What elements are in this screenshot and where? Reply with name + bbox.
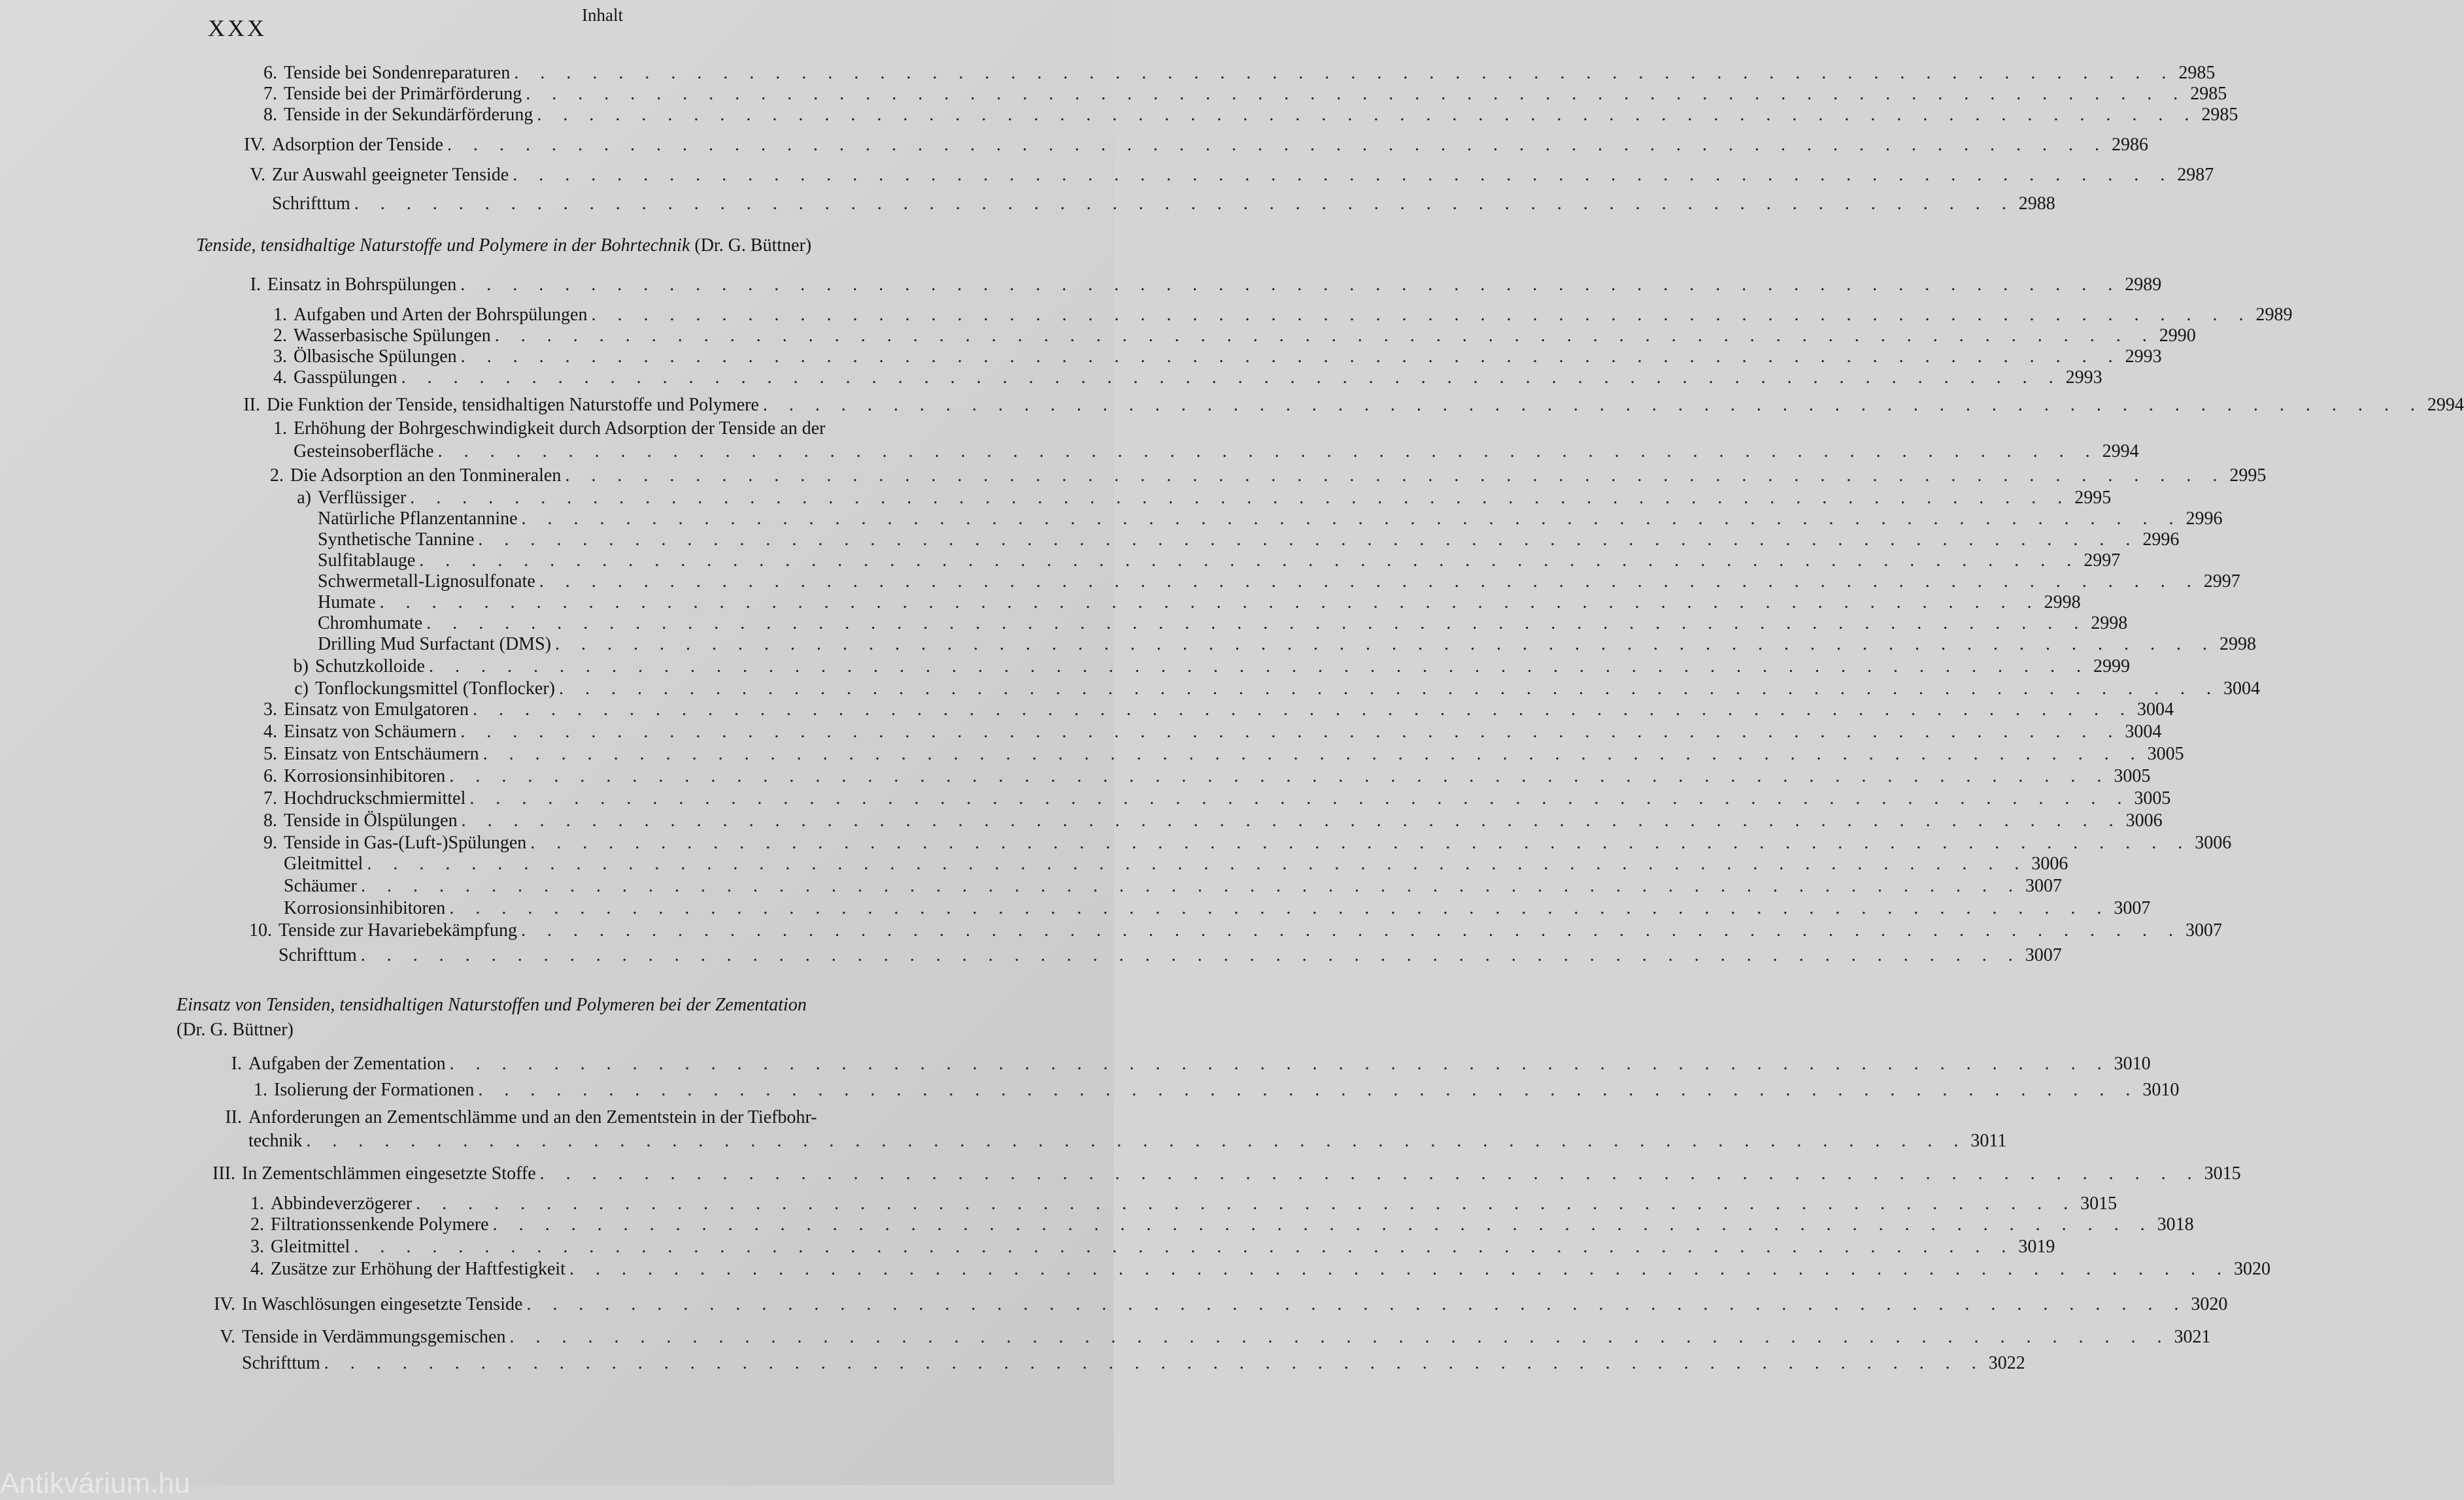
- dot-leader: . . . . . . . . . . . . . . . . . . . . . . . . . . . . . . . . . . . . . . . . . . . . . . . . . . . . . . . . . . . . . . . .: [460, 346, 2121, 367]
- toc-entry[interactable]: [282, 550, 2121, 571]
- entry-page-number: 3019: [2018, 1237, 2055, 1257]
- dot-leader: . . . . . . . . . . . . . . . . . . . . . . . . . . . . . . . . . . . . . . . . . . . . . . . . . . . . . . . . . . . . . . . .: [354, 193, 2015, 214]
- entry-page-number: 3015: [2204, 1163, 2241, 1184]
- entry-page-number: 2989: [2255, 305, 2293, 325]
- entry-page-number: 2997: [2203, 571, 2240, 592]
- section-author-line: [177, 1020, 294, 1041]
- toc-entry[interactable]: [248, 854, 2068, 875]
- entry-page-number: 3022: [1988, 1353, 2025, 1373]
- toc-entry[interactable]: [248, 105, 2238, 125]
- entry-label: II.: [225, 1107, 242, 1127]
- entry-title: In Zementschlämmen eingesetzte Stoffe: [242, 1163, 536, 1184]
- toc-entry[interactable]: [258, 367, 2102, 388]
- watermark: Antikvárium.hu: [0, 1467, 191, 1499]
- entry-page-number: 3007: [2114, 898, 2151, 918]
- entry-title: Zusätze zur Erhöhung der Haftfestigkeit: [271, 1259, 565, 1279]
- toc-entry[interactable]: [282, 508, 2223, 529]
- dot-leader: . . . . . . . . . . . . . . . . . . . . . . . . . . . . . . . . . . . . . . . . . . . . . . . . . . . . . . . . . . . . . . . .: [514, 63, 2175, 83]
- toc-entry[interactable]: [243, 945, 2062, 966]
- entry-label: b): [293, 656, 309, 676]
- dot-leader: . . . . . . . . . . . . . . . . . . . . . . . . . . . . . . . . . . . . . . . . . . . . . . . . . . . . . . . . . . . . . . . .: [360, 945, 2021, 965]
- entry-label: 9.: [263, 833, 277, 853]
- entry-page-number: 2994: [2427, 395, 2464, 415]
- dot-leader: . . . . . . . . . . . . . . . . . . . . . . . . . . . . . . . . . . . . . . . . . . . . . . . . . . . . . . . . . . . . . . . .: [428, 656, 2089, 676]
- entry-title: In Waschlösungen eingesetzte Tenside: [242, 1294, 523, 1314]
- dot-leader: . . . . . . . . . . . . . . . . . . . . . . . . . . . . . . . . . . . . . . . . . . . . . . . . . . . . . . . . . . . . . . . .: [449, 898, 2110, 918]
- entry-page-number: 3005: [2134, 788, 2171, 808]
- entry-page-number: 2985: [2190, 84, 2227, 104]
- entry-page-number: 2993: [2125, 346, 2162, 367]
- entry-page-number: 3005: [2147, 744, 2184, 764]
- dot-leader: . . . . . . . . . . . . . . . . . . . . . . . . . . . . . . . . . . . . . . . . . . . . . . . . . . . . . . . . . . . . . . . .: [426, 613, 2087, 633]
- dot-leader: . . . . . . . . . . . . . . . . . . . . . . . . . . . . . . . . . . . . . . . . . . . . . . . . . . . . . . . . . . . . . . . .: [461, 810, 2122, 831]
- entry-label: I.: [250, 275, 261, 295]
- entry-label: 4.: [250, 1259, 264, 1279]
- entry-page-number: 3006: [2031, 854, 2068, 874]
- toc-entry[interactable]: [248, 898, 2151, 919]
- entry-label: a): [297, 488, 311, 508]
- toc-entry[interactable]: [203, 1163, 2241, 1184]
- entry-title: Die Funktion der Tenside, tensidhaltigen Naturstoffe und Polymere: [267, 395, 759, 415]
- entry-title: Aufgaben der Zementation: [248, 1054, 446, 1074]
- dot-leader: . . . . . . . . . . . . . . . . . . . . . . . . . . . . . . . . . . . . . . . . . . . . . . . . . . . . . . . . . . . . . . . .: [482, 744, 2144, 764]
- toc-entry[interactable]: [248, 63, 2216, 84]
- dot-leader: . . . . . . . . . . . . . . . . . . . . . . . . . . . . . . . . . . . . . . . . . . . . . . . . . . . . . . . . . . . . . . . .: [558, 678, 2219, 699]
- entry-title: Tenside zur Havariebekämpfung: [278, 920, 517, 941]
- toc-entry[interactable]: [248, 833, 2232, 854]
- entry-title: Aufgaben und Arten der Bohrspülungen: [294, 305, 588, 325]
- toc-entry[interactable]: [209, 1353, 2025, 1374]
- entry-page-number: 2986: [2111, 135, 2148, 155]
- entry-title: Schutzkolloide: [315, 656, 425, 676]
- toc-entry[interactable]: [232, 275, 2162, 295]
- entry-page-number: 2988: [2018, 193, 2055, 214]
- entry-page-number: 3018: [2157, 1214, 2194, 1235]
- dot-leader: . . . . . . . . . . . . . . . . . . . . . . . . . . . . . . . . . . . . . . . . . . . . . . . . . . . . . . . . . . . . . . . .: [513, 165, 2174, 185]
- entry-title: technik: [248, 1131, 303, 1151]
- toc-entry[interactable]: [229, 135, 2148, 156]
- entry-label: 2.: [250, 1214, 264, 1235]
- toc-entry[interactable]: [280, 678, 2260, 699]
- entry-label: 7.: [263, 84, 277, 104]
- entry-title: Drilling Mud Surfactant (DMS): [318, 634, 551, 654]
- entry-label: 6.: [263, 63, 277, 83]
- entry-title: Tenside bei Sondenreparaturen: [284, 63, 511, 83]
- toc-entry[interactable]: [258, 441, 2139, 462]
- entry-label: 3.: [273, 346, 287, 367]
- entry-title: Gesteinsoberfläche: [294, 441, 434, 461]
- toc-entry[interactable]: [235, 1193, 2118, 1214]
- entry-page-number: 3011: [1970, 1131, 2007, 1151]
- dot-leader: . . . . . . . . . . . . . . . . . . . . . . . . . . . . . . . . . . . . . . . . . . . . . . . . . . . . . . . . . . . . . . . .: [554, 634, 2216, 654]
- entry-title: Tenside in Ölspülungen: [284, 810, 458, 831]
- entry-label: III.: [212, 1163, 235, 1184]
- toc-entry[interactable]: [282, 613, 2128, 634]
- entry-page-number: 3015: [2080, 1193, 2118, 1214]
- toc-entry[interactable]: [248, 788, 2171, 809]
- toc-entry[interactable]: [282, 592, 2081, 613]
- entry-title: Gleitmittel: [271, 1237, 350, 1257]
- entry-label: 5.: [263, 744, 277, 764]
- entry-label: 1.: [250, 1193, 264, 1214]
- toc-entry[interactable]: [248, 810, 2163, 831]
- dot-leader: . . . . . . . . . . . . . . . . . . . . . . . . . . . . . . . . . . . . . . . . . . . . . . . . . . . . . . . . . . . . . . . .: [530, 833, 2191, 853]
- dot-leader: . . . . . . . . . . . . . . . . . . . . . . . . . . . . . . . . . . . . . . . . . . . . . . . . . . . . . . . . . . . . . . . .: [367, 854, 2028, 874]
- toc-entry[interactable]: [203, 1327, 2211, 1348]
- entry-title: Isolierung der Formationen: [274, 1080, 475, 1100]
- entry-title: Zur Auswahl geeigneter Tenside: [272, 165, 509, 185]
- running-head: Inhalt: [582, 5, 623, 25]
- dot-leader: . . . . . . . . . . . . . . . . . . . . . . . . . . . . . . . . . . . . . . . . . . . . . . . . . . . . . . . . . . . . . . . .: [379, 592, 2040, 612]
- section-heading: [196, 235, 811, 256]
- dot-leader: . . . . . . . . . . . . . . . . . . . . . . . . . . . . . . . . . . . . . . . . . . . . . . . . . . . . . . . . . . . . . . . .: [460, 275, 2121, 295]
- entry-page-number: 3021: [2174, 1327, 2211, 1347]
- section-author: (Dr. G. Büttner): [177, 1020, 294, 1040]
- dot-leader: . . . . . . . . . . . . . . . . . . . . . . . . . . . . . . . . . . . . . . . . . . . . . . . . . . . . . . . . . . . . . . . .: [521, 508, 2182, 529]
- entry-label: IV.: [214, 1294, 235, 1314]
- entry-title: Einsatz in Bohrspülungen: [267, 275, 457, 295]
- toc-entry[interactable]: [235, 1259, 2270, 1280]
- dot-leader: . . . . . . . . . . . . . . . . . . . . . . . . . . . . . . . . . . . . . . . . . . . . . . . . . . . . . . . . . . . . . . . .: [526, 84, 2187, 104]
- toc-entry[interactable]: [229, 165, 2214, 186]
- toc-entry[interactable]: [282, 529, 2180, 550]
- dot-leader: . . . . . . . . . . . . . . . . . . . . . . . . . . . . . . . . . . . . . . . . . . . . . . . . . . . . . . . . . . . . . . . .: [565, 465, 2226, 486]
- entry-page-number: 2996: [2186, 508, 2223, 529]
- toc-entry[interactable]: [239, 1080, 2180, 1101]
- dot-leader: . . . . . . . . . . . . . . . . . . . . . . . . . . . . . . . . . . . . . . . . . . . . . . . . . . . . . . . . . . . . . . . .: [447, 135, 2108, 155]
- entry-title: Tenside in Verdämmungsgemischen: [242, 1327, 506, 1347]
- entry-title: Tenside in der Sekundärförderung: [284, 105, 533, 125]
- entry-title: Tenside bei der Primärförderung: [284, 84, 522, 104]
- entry-title: Humate: [318, 592, 376, 612]
- page-number-roman: XXX: [208, 15, 267, 41]
- entry-label: IV.: [244, 135, 265, 155]
- dot-leader: . . . . . . . . . . . . . . . . . . . . . . . . . . . . . . . . . . . . . . . . . . . . . . . . . . . . . . . . . . . . . . . .: [354, 1237, 2015, 1257]
- entry-title: Einsatz von Emulgatoren: [284, 699, 469, 720]
- toc-entry[interactable]: [248, 876, 2062, 897]
- entry-page-number: 3010: [2114, 1054, 2151, 1074]
- entry-title: Korrosionsinhibitoren: [284, 898, 446, 918]
- toc-entry[interactable]: [258, 325, 2196, 346]
- entry-label: 2.: [273, 325, 287, 346]
- toc-entry[interactable]: [213, 1131, 2007, 1152]
- toc-entry[interactable]: [203, 1294, 2228, 1315]
- entry-page-number: 2998: [2091, 613, 2128, 633]
- dot-leader: . . . . . . . . . . . . . . . . . . . . . . . . . . . . . . . . . . . . . . . . . . . . . . . . . . . . . . . . . . . . . . . .: [469, 788, 2131, 808]
- dot-leader: . . . . . . . . . . . . . . . . . . . . . . . . . . . . . . . . . . . . . . . . . . . . . . . . . . . . . . . . . . . . . . . .: [449, 1054, 2110, 1074]
- entry-label: 10.: [249, 920, 272, 941]
- entry-page-number: 3007: [2025, 876, 2062, 896]
- entry-title: Adsorption der Tenside: [272, 135, 443, 155]
- entry-title: Ölbasische Spülungen: [294, 346, 457, 367]
- entry-page-number: 3006: [2195, 833, 2232, 853]
- toc-entry[interactable]: [258, 346, 2162, 367]
- entry-title: Korrosionsinhibitoren: [284, 766, 446, 786]
- entry-label: 8.: [263, 105, 277, 125]
- entry-page-number: 2985: [2178, 63, 2216, 83]
- entry-label: 1.: [273, 418, 287, 439]
- entry-page-number: 2993: [2065, 367, 2102, 388]
- entry-page-number: 2985: [2201, 105, 2238, 125]
- entry-page-number: 3005: [2114, 766, 2151, 786]
- entry-page-number: 2990: [2159, 325, 2196, 346]
- dot-leader: . . . . . . . . . . . . . . . . . . . . . . . . . . . . . . . . . . . . . . . . . . . . . . . . . . . . . . . . . . . . . . . .: [539, 571, 2200, 592]
- toc-entry[interactable]: [229, 193, 2055, 214]
- toc-entry[interactable]: [248, 84, 2227, 105]
- dot-leader: . . . . . . . . . . . . . . . . . . . . . . . . . . . . . . . . . . . . . . . . . . . . . . . . . . . . . . . . . . . . . . . .: [509, 1327, 2170, 1347]
- entry-title: Synthetische Tannine: [318, 529, 475, 550]
- entry-title: Verflüssiger: [318, 488, 407, 508]
- entry-title: Die Adsorption an den Tonmineralen: [290, 465, 562, 486]
- dot-leader: . . . . . . . . . . . . . . . . . . . . . . . . . . . . . . . . . . . . . . . . . . . . . . . . . . . . . . . . . . . . . . . .: [473, 699, 2134, 720]
- toc-entry[interactable]: [229, 395, 2464, 416]
- dot-leader: . . . . . . . . . . . . . . . . . . . . . . . . . . . . . . . . . . . . . . . . . . . . . . . . . . . . . . . . . . . . . . . .: [324, 1353, 1985, 1373]
- dot-leader: . . . . . . . . . . . . . . . . . . . . . . . . . . . . . . . . . . . . . . . . . . . . . . . . . . . . . . . . . . . . . . . .: [569, 1259, 2230, 1279]
- toc-entry[interactable]: [248, 722, 2162, 742]
- toc-entry[interactable]: [282, 571, 2240, 592]
- entry-title: Erhöhung der Bohrgeschwindigkeit durch Adsorption der Tenside an der: [294, 418, 826, 439]
- toc-entry[interactable]: [248, 744, 2184, 765]
- dot-leader: . . . . . . . . . . . . . . . . . . . . . . . . . . . . . . . . . . . . . . . . . . . . . . . . . . . . . . . . . . . . . . . .: [591, 305, 2252, 325]
- entry-page-number: 3007: [2186, 920, 2222, 941]
- entry-label: 3.: [250, 1237, 264, 1257]
- entry-title: Hochdruckschmiermittel: [284, 788, 466, 808]
- entry-label: 1.: [254, 1080, 267, 1100]
- toc-entry[interactable]: [255, 465, 2267, 486]
- dot-leader: . . . . . . . . . . . . . . . . . . . . . . . . . . . . . . . . . . . . . . . . . . . . . . . . . . . . . . . . . . . . . . . .: [306, 1131, 1967, 1151]
- entry-page-number: 3010: [2142, 1080, 2180, 1100]
- entry-page-number: 2995: [2074, 488, 2112, 508]
- dot-leader: . . . . . . . . . . . . . . . . . . . . . . . . . . . . . . . . . . . . . . . . . . . . . . . . . . . . . . . . . . . . . . . .: [460, 722, 2121, 742]
- entry-page-number: 2995: [2229, 465, 2267, 486]
- entry-title: Chromhumate: [318, 613, 423, 633]
- toc-entry[interactable]: [235, 1237, 2055, 1258]
- entry-page-number: 3004: [2223, 678, 2260, 699]
- dot-leader: . . . . . . . . . . . . . . . . . . . . . . . . . . . . . . . . . . . . . . . . . . . . . . . . . . . . . . . . . . . . . . . .: [762, 395, 2423, 415]
- entry-title: Schrifttum: [242, 1353, 320, 1373]
- entry-label: 8.: [263, 810, 277, 831]
- entry-title: Schrifttum: [278, 945, 357, 965]
- dot-leader: . . . . . . . . . . . . . . . . . . . . . . . . . . . . . . . . . . . . . . . . . . . . . . . . . . . . . . . . . . . . . . . .: [539, 1163, 2201, 1184]
- toc-entry[interactable]: [248, 766, 2151, 787]
- section-title: Tenside, tensidhaltige Naturstoffe und Polymere in der Bohrtechnik: [196, 235, 690, 256]
- dot-leader: . . . . . . . . . . . . . . . . . . . . . . . . . . . . . . . . . . . . . . . . . . . . . . . . . . . . . . . . . . . . . . . .: [521, 920, 2182, 941]
- toc-entry[interactable]: [248, 699, 2174, 720]
- entry-title: Gasspülungen: [294, 367, 397, 388]
- toc-entry[interactable]: [222, 1054, 2151, 1075]
- toc-entry[interactable]: [280, 656, 2130, 677]
- dot-leader: . . . . . . . . . . . . . . . . . . . . . . . . . . . . . . . . . . . . . . . . . . . . . . . . . . . . . . . . . . . . . . . .: [537, 105, 2198, 125]
- entry-title: Tonflockungsmittel (Tonflocker): [315, 678, 555, 699]
- entry-page-number: 2997: [2084, 550, 2121, 571]
- entry-label: 4.: [273, 367, 287, 388]
- entry-page-number: 2994: [2102, 441, 2139, 461]
- entry-page-number: 2989: [2125, 275, 2162, 295]
- dot-leader: . . . . . . . . . . . . . . . . . . . . . . . . . . . . . . . . . . . . . . . . . . . . . . . . . . . . . . . . . . . . . . . .: [449, 766, 2110, 786]
- dot-leader: . . . . . . . . . . . . . . . . . . . . . . . . . . . . . . . . . . . . . . . . . . . . . . . . . . . . . . . . . . . . . . . .: [526, 1294, 2187, 1314]
- entry-page-number: 2998: [2219, 634, 2256, 654]
- entry-title: Natürliche Pflanzentannine: [318, 508, 518, 529]
- entry-label: 1.: [273, 305, 287, 325]
- dot-leader: . . . . . . . . . . . . . . . . . . . . . . . . . . . . . . . . . . . . . . . . . . . . . . . . . . . . . . . . . . . . . . . .: [478, 1080, 2139, 1100]
- entry-page-number: 2999: [2093, 656, 2130, 676]
- toc-entry[interactable]: [282, 488, 2112, 508]
- dot-leader: . . . . . . . . . . . . . . . . . . . . . . . . . . . . . . . . . . . . . . . . . . . . . . . . . . . . . . . . . . . . . . . .: [401, 367, 2062, 388]
- entry-page-number: 2996: [2142, 529, 2180, 550]
- entry-label: 6.: [263, 766, 277, 786]
- entry-title: Schrifttum: [272, 193, 350, 214]
- dot-leader: . . . . . . . . . . . . . . . . . . . . . . . . . . . . . . . . . . . . . . . . . . . . . . . . . . . . . . . . . . . . . . . .: [492, 1214, 2153, 1235]
- dot-leader: . . . . . . . . . . . . . . . . . . . . . . . . . . . . . . . . . . . . . . . . . . . . . . . . . . . . . . . . . . . . . . . .: [419, 550, 2080, 571]
- entry-page-number: 3020: [2191, 1294, 2228, 1314]
- entry-title: Wasserbasische Spülungen: [294, 325, 491, 346]
- entry-title: Filtrationssenkende Polymere: [271, 1214, 489, 1235]
- entry-label: I.: [231, 1054, 242, 1074]
- entry-page-number: 3007: [2025, 945, 2062, 965]
- toc-entry[interactable]: [258, 418, 1033, 439]
- entry-title: Tenside in Gas-(Luft-)Spülungen: [284, 833, 527, 853]
- toc-entry[interactable]: [243, 920, 2222, 941]
- entry-label: V.: [220, 1327, 235, 1347]
- toc-entry[interactable]: [258, 305, 2293, 325]
- dot-leader: . . . . . . . . . . . . . . . . . . . . . . . . . . . . . . . . . . . . . . . . . . . . . . . . . . . . . . . . . . . . . . . .: [360, 876, 2021, 896]
- dot-leader: . . . . . . . . . . . . . . . . . . . . . . . . . . . . . . . . . . . . . . . . . . . . . . . . . . . . . . . . . . . . . . . .: [416, 1193, 2077, 1214]
- section-author: (Dr. G. Büttner): [690, 235, 812, 256]
- entry-label: c): [294, 678, 309, 699]
- entry-title: Schäumer: [284, 876, 357, 896]
- entry-label: II.: [243, 395, 260, 415]
- dot-leader: . . . . . . . . . . . . . . . . . . . . . . . . . . . . . . . . . . . . . . . . . . . . . . . . . . . . . . . . . . . . . . . .: [478, 529, 2139, 550]
- entry-label: 2.: [270, 465, 284, 486]
- entry-page-number: 3004: [2125, 722, 2162, 742]
- entry-label: 4.: [263, 722, 277, 742]
- entry-page-number: 2987: [2177, 165, 2214, 185]
- entry-label: 3.: [263, 699, 277, 720]
- toc-entry[interactable]: [235, 1214, 2194, 1235]
- entry-title: Gleitmittel: [284, 854, 363, 874]
- entry-title: Schwermetall-Lignosulfonate: [318, 571, 535, 592]
- entry-page-number: 3006: [2125, 810, 2163, 831]
- entry-title: Anforderungen an Zementschlämme und an den Zementstein in der Tiefbohr-: [248, 1107, 817, 1127]
- toc-entry[interactable]: [213, 1107, 1033, 1128]
- section-heading: [177, 995, 807, 1016]
- entry-title: Sulfitablauge: [318, 550, 416, 571]
- dot-leader: . . . . . . . . . . . . . . . . . . . . . . . . . . . . . . . . . . . . . . . . . . . . . . . . . . . . . . . . . . . . . . . .: [410, 488, 2071, 508]
- entry-title: Abbindeverzögerer: [271, 1193, 413, 1214]
- entry-page-number: 3004: [2137, 699, 2174, 720]
- section-title: Einsatz von Tensiden, tensidhaltigen Naturstoffen und Polymeren bei der Zementation: [177, 995, 807, 1015]
- toc-entry[interactable]: [282, 634, 2256, 655]
- entry-label: 7.: [263, 788, 277, 808]
- entry-page-number: 3020: [2233, 1259, 2270, 1279]
- entry-page-number: 2998: [2044, 592, 2081, 612]
- dot-leader: . . . . . . . . . . . . . . . . . . . . . . . . . . . . . . . . . . . . . . . . . . . . . . . . . . . . . . . . . . . . . . . .: [437, 441, 2099, 461]
- dot-leader: . . . . . . . . . . . . . . . . . . . . . . . . . . . . . . . . . . . . . . . . . . . . . . . . . . . . . . . . . . . . . . . .: [494, 325, 2155, 346]
- entry-title: Einsatz von Entschäumern: [284, 744, 479, 764]
- entry-label: V.: [250, 165, 265, 185]
- entry-title: Einsatz von Schäumern: [284, 722, 457, 742]
